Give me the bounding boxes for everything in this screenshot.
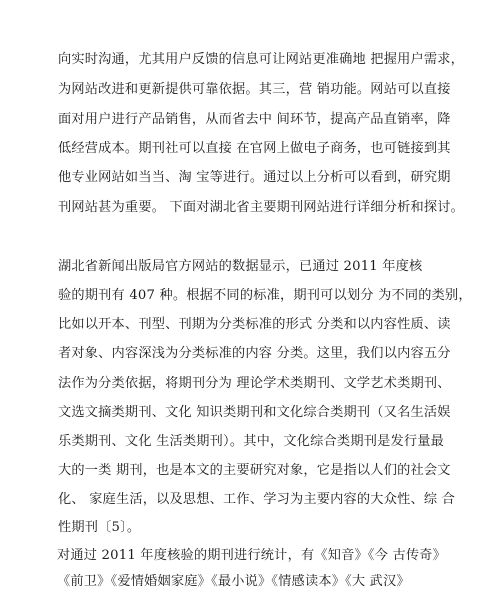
paragraph3-line-2: 《前卫》《爱情婚姻家庭》《最小说》《情感读本》《大 武汉》 (57, 574, 410, 589)
paragraph2-line-2: 验的期刊有 407 种。根据不同的标准，期刊可以划分 为不同的类别， (58, 288, 472, 303)
paragraph3-line-1: 对通过 2011 年度核验的期刊进行统计，有《知音》《今 古传奇》 (57, 548, 447, 563)
paragraph2-line-5: 法作为分类依据，将期刊分为 理论学术类期刊、文学艺术类期刊、 (58, 376, 451, 391)
paragraph1-line-6: 刊网站甚为重要。 下面对湖北省主要期刊网站进行详细分析和探讨。 (58, 200, 465, 215)
paragraph2-line-4: 者对象、内容深浅为分类标准的内容 分类。这里，我们以内容五分 (58, 346, 451, 361)
paragraph1-line-4: 低经营成本。期刊社可以直接 在官网上做电子商务，也可链接到其 (58, 141, 451, 156)
paragraph1-line-2: 为网站改进和更新提供可靠依据。其三，营 销功能。网站可以直接 (58, 82, 451, 97)
paragraph2-line-8: 大的一类 期刊，也是本文的主要研究对象，它是指以人们的社会文 (58, 463, 451, 478)
paragraph2-line-3: 比如以开本、刊型、刊期为分类标准的形式 分类和以内容性质、读 (58, 317, 451, 332)
paragraph2-line-1: 湖北省新闻出版局官方网站的数据显示，已通过 2011 年度核 (58, 259, 423, 274)
paragraph2-line-10: 性期刊〔5〕。 (58, 520, 141, 535)
paragraph1-line-5: 他专业网站如当当、淘 宝等进行。通过以上分析可以看到，研究期 (58, 170, 451, 185)
paragraph2-line-9: 化、 家庭生活，以及思想、工作、学习为主要内容的大众性、综 合 (58, 492, 456, 507)
paragraph1-line-3: 面对用户进行产品销售，从而省去中 间环节，提高产品直销率，降 (58, 112, 451, 127)
paragraph2-line-7: 乐类期刊、文化 生活类期刊）。其中，文化综合类期刊是发行量最 (58, 434, 445, 449)
paragraph1-line-1: 向实时沟通，尤其用户反馈的信息可让网站更准确地 把握用户需求， (58, 52, 465, 67)
paragraph2-line-6: 文选文摘类期刊、文化 知识类期刊和文化综合类期刊（又名生活娱 (58, 405, 451, 420)
